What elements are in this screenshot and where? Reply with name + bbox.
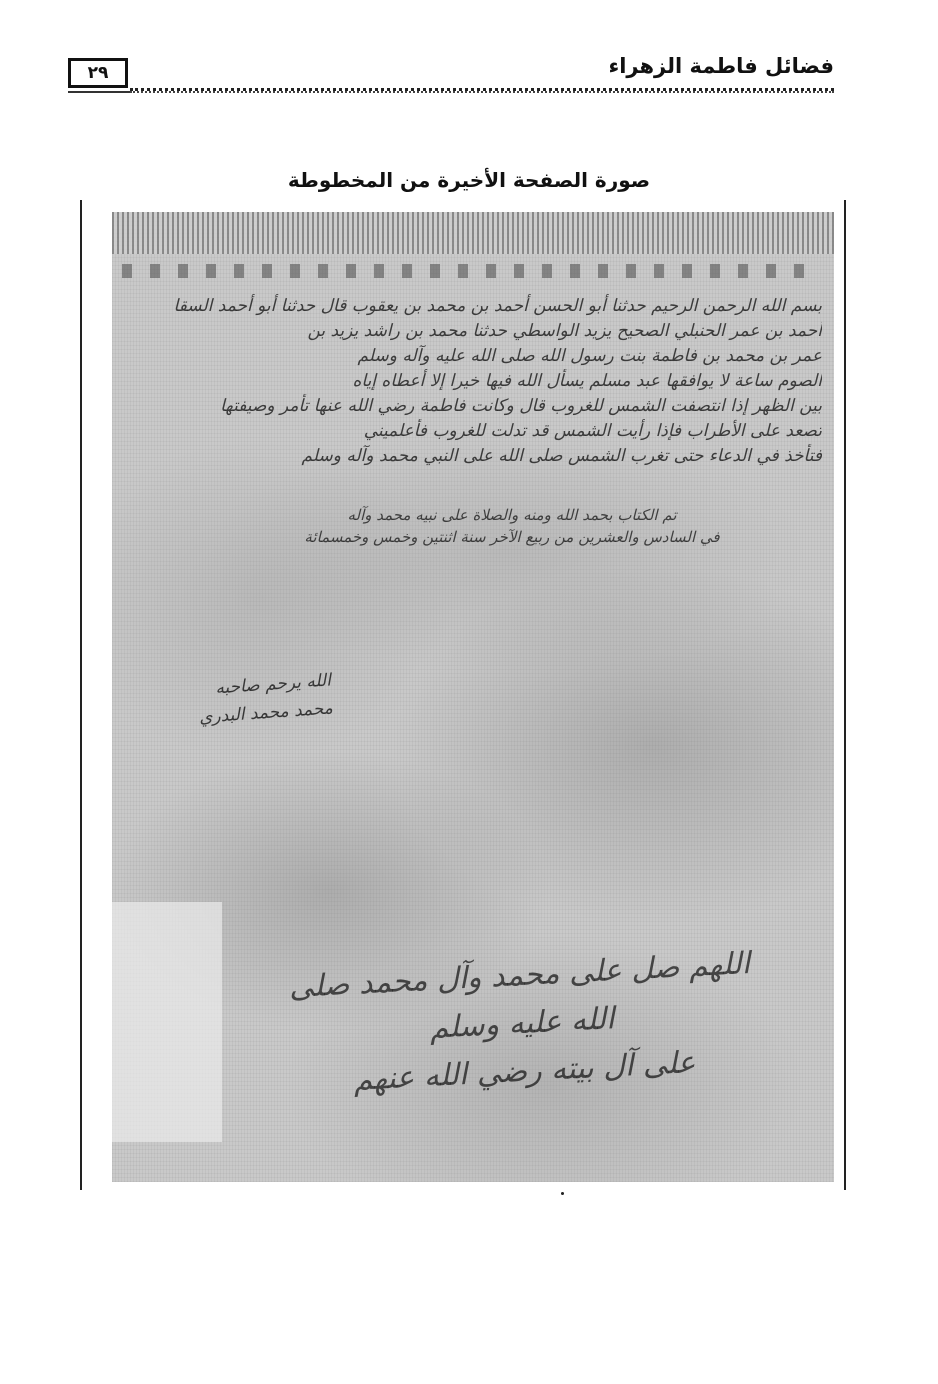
page-number: ٢٩: [68, 58, 128, 88]
header-divider: [130, 88, 834, 93]
salawat-line: اللهم صل على محمد وآل محمد صلى الله عليه وسلم: [288, 946, 751, 1046]
manuscript-line: بين الظهر إذا انتصفت الشمس للغروب قال وكانت فاطمة رضي الله عنها تأمر وصيفتها: [220, 396, 822, 416]
colophon-line: في السادس والعشرين من ربيع الآخر سنة اثنتين وخمس وخمسمائة: [304, 528, 720, 546]
colophon: [302, 504, 722, 548]
manuscript-line: عمر بن محمد بن فاطمة بنت رسول الله صلى الله عليه وآله وسلم: [357, 346, 822, 366]
manuscript-line: تصعد على الأطراب فإذا رأيت الشمس قد تدلت للغروب فأعلميني: [363, 421, 822, 441]
manuscript-text: [142, 294, 822, 469]
manuscript-line: فتأخذ في الدعاء حتى تغرب الشمس صلى الله على النبي محمد وآله وسلم: [301, 446, 822, 466]
manuscript-image: [112, 212, 834, 1182]
ownership-note: [170, 666, 334, 733]
salawat-line: على آل بيته رضي الله عنهم: [352, 1044, 697, 1098]
stray-dot: [561, 1192, 564, 1195]
manuscript-line: أحمد بن عمر الحنبلي الصحيح يزيد الواسطي حدثنا محمد بن راشد يزيد بن: [307, 321, 822, 341]
scan-top-edge: [112, 212, 834, 254]
manuscript-line: بسم الله الرحمن الرحيم حدثنا أبو الحسن أحمد بن محمد بن يعقوب قال حدثنا أبو أحمد السقا: [173, 296, 822, 316]
figure-caption: صورة الصفحة الأخيرة من المخطوطة: [287, 168, 651, 192]
binding-marks: [122, 264, 822, 278]
book-title: فضائل فاطمة الزهراء: [608, 54, 834, 78]
header-divider-left: [68, 91, 130, 93]
ownership-line: الله يرحم صاحبه: [214, 670, 332, 699]
paper-patch: [112, 902, 222, 1142]
salawat-inscription: [279, 940, 766, 1109]
ownership-line: محمد محمد البدري: [198, 698, 334, 728]
colophon-line: تم الكتاب بحمد الله ومنه والصلاة على نبيه محمد وآله: [347, 506, 677, 524]
manuscript-line: الصوم ساعة لا يوافقها عبد مسلم يسأل الله فيها خيرا إلا أعطاه إياه: [352, 371, 822, 391]
